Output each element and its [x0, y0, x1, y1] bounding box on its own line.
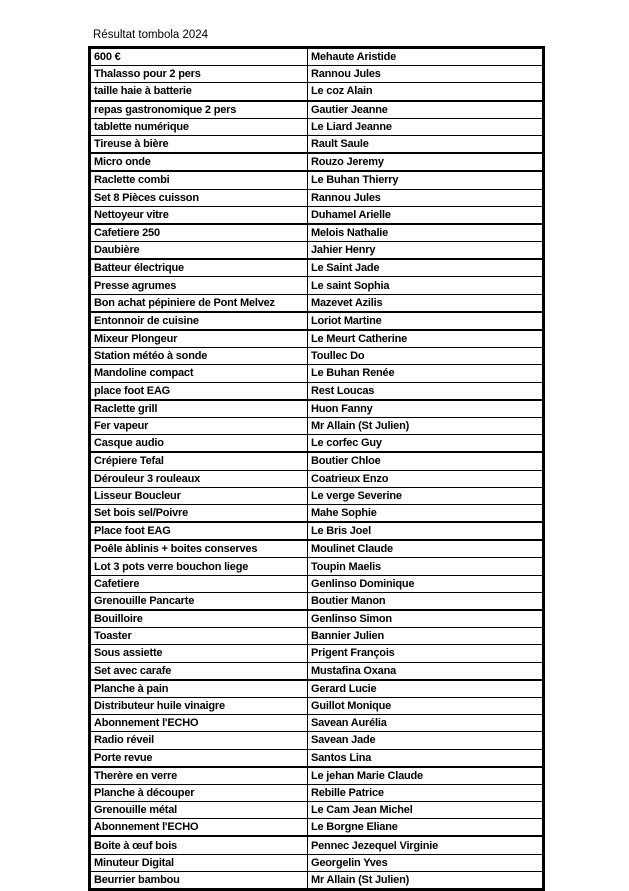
prize-cell: Planche à pain — [90, 680, 308, 698]
table-row — [90, 610, 544, 628]
winner-cell: Rebille Patrice — [308, 784, 544, 801]
winner-cell: Savean Aurélia — [308, 715, 544, 732]
prize-cell: repas gastronomique 2 pers — [90, 101, 308, 119]
prize-cell: Grenouille Pancarte — [90, 592, 308, 610]
table-row — [90, 277, 544, 294]
table-row — [90, 645, 544, 662]
winner-cell: Genlinso Dominique — [308, 575, 544, 592]
table-row — [90, 206, 544, 224]
table-row — [90, 504, 544, 522]
table-row — [90, 435, 544, 453]
table-row — [90, 697, 544, 714]
table-row — [90, 715, 544, 732]
table-row — [90, 171, 544, 189]
prize-cell: Planche à découper — [90, 784, 308, 801]
table-row — [90, 365, 544, 382]
prize-cell: place foot EAG — [90, 382, 308, 400]
winner-cell: Le coz Alain — [308, 83, 544, 101]
page-title: Résultat tombola 2024 — [93, 29, 209, 41]
winner-cell: Le Cam Jean Michel — [308, 802, 544, 819]
winner-cell: Le Buhan Thierry — [308, 171, 544, 189]
table-row — [90, 452, 544, 470]
prize-cell: taille haie à batterie — [90, 83, 308, 101]
winner-cell: Rannou Jules — [308, 66, 544, 83]
prize-cell: Cafetiere 250 — [90, 224, 308, 242]
winner-cell: Santos Lina — [308, 749, 544, 767]
winner-cell: Toupin Maelis — [308, 558, 544, 575]
table-row — [90, 470, 544, 487]
table-row — [90, 854, 544, 871]
winner-cell: Melois Nathalie — [308, 224, 544, 242]
prize-cell: Toaster — [90, 628, 308, 645]
results-table-body — [90, 48, 544, 890]
prize-cell: Porte revue — [90, 749, 308, 767]
winner-cell: Rest Loucas — [308, 382, 544, 400]
winner-cell: Georgelin Yves — [308, 854, 544, 871]
table-row — [90, 784, 544, 801]
winner-cell: Le Buhan Renée — [308, 365, 544, 382]
table-row — [90, 558, 544, 575]
winner-cell: Pennec Jezequel Virginie — [308, 836, 544, 854]
winner-cell: Le corfec Guy — [308, 435, 544, 453]
winner-cell: Huon Fanny — [308, 400, 544, 418]
prize-cell: Entonnoir de cuisine — [90, 312, 308, 330]
table-row — [90, 749, 544, 767]
prize-cell: 600 € — [90, 48, 308, 66]
winner-cell: Le Bris Joel — [308, 522, 544, 540]
prize-cell: Sous assiette — [90, 645, 308, 662]
winner-cell: Le saint Sophia — [308, 277, 544, 294]
prize-cell: Lisseur Boucleur — [90, 487, 308, 504]
table-row — [90, 312, 544, 330]
winner-cell: Mazevet Azilis — [308, 294, 544, 312]
table-row — [90, 101, 544, 119]
winner-cell: Prigent François — [308, 645, 544, 662]
table-row — [90, 767, 544, 785]
prize-cell: Minuteur Digital — [90, 854, 308, 871]
table-row — [90, 540, 544, 558]
winner-cell: Duhamel Arielle — [308, 206, 544, 224]
prize-cell: Mixeur Plongeur — [90, 330, 308, 348]
table-row — [90, 417, 544, 434]
winner-cell: Genlinso Simon — [308, 610, 544, 628]
table-row — [90, 802, 544, 819]
table-row — [90, 153, 544, 171]
prize-cell: Batteur électrique — [90, 259, 308, 277]
table-row — [90, 522, 544, 540]
winner-cell: Toullec Do — [308, 348, 544, 365]
winner-cell: Savean Jade — [308, 732, 544, 749]
winner-cell: Le Meurt Catherine — [308, 330, 544, 348]
prize-cell: Therère en verre — [90, 767, 308, 785]
table-row — [90, 819, 544, 837]
table-row — [90, 382, 544, 400]
prize-cell: Boite à œuf bois — [90, 836, 308, 854]
prize-cell: Raclette combi — [90, 171, 308, 189]
prize-cell: Bouilloire — [90, 610, 308, 628]
winner-cell: Le Liard Jeanne — [308, 118, 544, 135]
winner-cell: Rault Saule — [308, 135, 544, 153]
winner-cell: Mustafina Oxana — [308, 662, 544, 680]
winner-cell: Boutier Manon — [308, 592, 544, 610]
winner-cell: Gerard Lucie — [308, 680, 544, 698]
table-row — [90, 836, 544, 854]
prize-cell: Set bois sel/Poivre — [90, 504, 308, 522]
table-row — [90, 83, 544, 101]
prize-cell: Dérouleur 3 rouleaux — [90, 470, 308, 487]
winner-cell: Le verge Severine — [308, 487, 544, 504]
table-row — [90, 575, 544, 592]
prize-cell: Abonnement l'ECHO — [90, 715, 308, 732]
winner-cell: Le jehan Marie Claude — [308, 767, 544, 785]
table-row — [90, 628, 544, 645]
table-row — [90, 135, 544, 153]
table-row — [90, 118, 544, 135]
prize-cell: Cafetiere — [90, 575, 308, 592]
winner-cell: Rouzo Jeremy — [308, 153, 544, 171]
winner-cell: Moulinet Claude — [308, 540, 544, 558]
prize-cell: Set 8 Pièces cuisson — [90, 189, 308, 206]
table-row — [90, 871, 544, 889]
table-row — [90, 330, 544, 348]
table-row — [90, 189, 544, 206]
prize-cell: Nettoyeur vitre — [90, 206, 308, 224]
winner-cell: Bannier Julien — [308, 628, 544, 645]
table-row — [90, 487, 544, 504]
winner-cell: Mr Allain (St Julien) — [308, 417, 544, 434]
prize-cell: Beurrier bambou — [90, 871, 308, 889]
prize-cell: Presse agrumes — [90, 277, 308, 294]
prize-cell: Station météo à sonde — [90, 348, 308, 365]
prize-cell: Radio réveil — [90, 732, 308, 749]
results-table — [88, 46, 545, 891]
winner-cell: Le Borgne Eliane — [308, 819, 544, 837]
prize-cell: Grenouille métal — [90, 802, 308, 819]
table-row — [90, 242, 544, 260]
table-row — [90, 662, 544, 680]
winner-cell: Jahier Henry — [308, 242, 544, 260]
prize-cell: Lot 3 pots verre bouchon liege — [90, 558, 308, 575]
prize-cell: Micro onde — [90, 153, 308, 171]
winner-cell: Mr Allain (St Julien) — [308, 871, 544, 889]
prize-cell: Daubière — [90, 242, 308, 260]
prize-cell: Poêle àblinis + boites conserves — [90, 540, 308, 558]
winner-cell: Gautier Jeanne — [308, 101, 544, 119]
prize-cell: Abonnement l'ECHO — [90, 819, 308, 837]
table-row — [90, 224, 544, 242]
table-row — [90, 294, 544, 312]
prize-cell: Raclette grill — [90, 400, 308, 418]
table-row — [90, 732, 544, 749]
prize-cell: Bon achat pépiniere de Pont Melvez — [90, 294, 308, 312]
table-row — [90, 66, 544, 83]
table-row — [90, 259, 544, 277]
prize-cell: tablette numérique — [90, 118, 308, 135]
prize-cell: Fer vapeur — [90, 417, 308, 434]
prize-cell: Casque audio — [90, 435, 308, 453]
winner-cell: Coatrieux Enzo — [308, 470, 544, 487]
table-row — [90, 680, 544, 698]
prize-cell: Tireuse à bière — [90, 135, 308, 153]
winner-cell: Le Saint Jade — [308, 259, 544, 277]
table-row — [90, 400, 544, 418]
winner-cell: Guillot Monique — [308, 697, 544, 714]
winner-cell: Mehaute Aristide — [308, 48, 544, 66]
table-row — [90, 48, 544, 66]
winner-cell: Mahe Sophie — [308, 504, 544, 522]
prize-cell: Set avec carafe — [90, 662, 308, 680]
table-row — [90, 348, 544, 365]
prize-cell: Place foot EAG — [90, 522, 308, 540]
winner-cell: Rannou Jules — [308, 189, 544, 206]
winner-cell: Loriot Martine — [308, 312, 544, 330]
winner-cell: Boutier Chloe — [308, 452, 544, 470]
prize-cell: Crépiere Tefal — [90, 452, 308, 470]
prize-cell: Mandoline compact — [90, 365, 308, 382]
table-row — [90, 592, 544, 610]
prize-cell: Thalasso pour 2 pers — [90, 66, 308, 83]
prize-cell: Distributeur huile vinaigre — [90, 697, 308, 714]
